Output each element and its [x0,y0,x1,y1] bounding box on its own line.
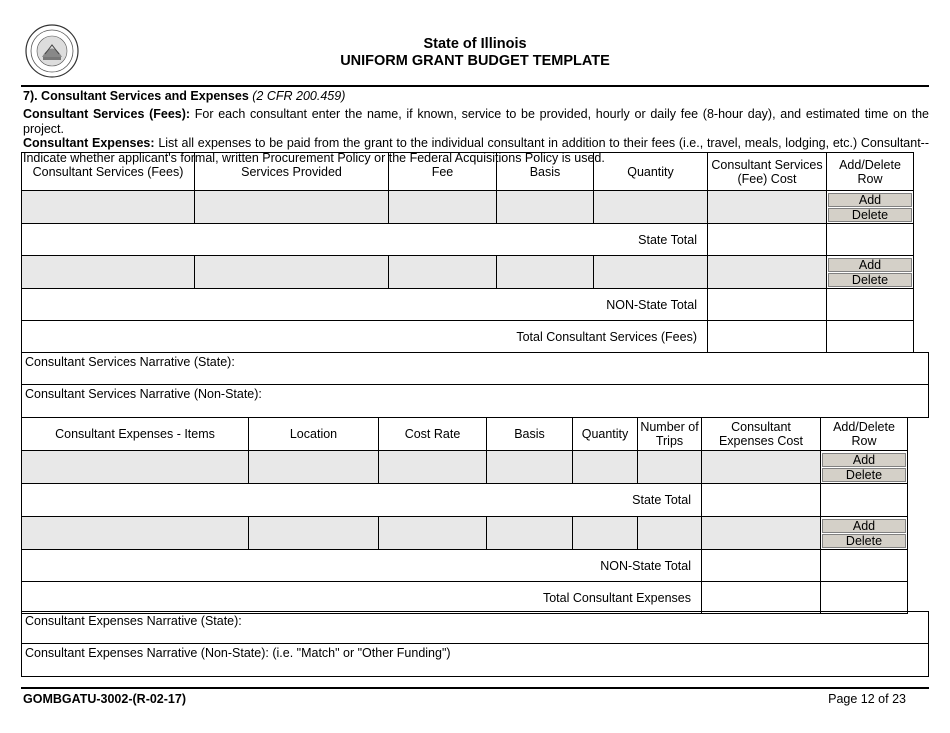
services-grand-total-row [22,321,914,353]
delete-row-button[interactable]: Delete [822,534,906,548]
add-row-button[interactable]: Add [828,193,912,207]
fee-field[interactable] [389,191,497,224]
state-total-label: State Total [22,224,708,256]
number-of-trips-field[interactable] [638,517,702,550]
total-consultant-expenses-label: Total Consultant Expenses [22,582,702,614]
expenses-state-total-row [22,484,908,517]
services-non-state-entry-row [22,256,914,289]
delete-row-button[interactable]: Delete [828,208,912,222]
state-heading: State of Illinois [423,36,527,52]
non-state-total-value [708,289,827,321]
state-total-value [708,224,827,256]
state-total-value [702,484,821,517]
total-consultant-services-label: Total Consultant Services (Fees) [22,321,708,353]
services-instruction-text: For each consultant enter the name, if known, service to be provided, hourly or daily fee (8-hour day), and estimated time on the project. [23,107,929,136]
quantity-field[interactable] [594,191,708,224]
row-actions [827,191,914,224]
footer-divider [21,687,929,689]
header-basis: Basis [497,153,594,191]
add-row-button[interactable]: Add [822,453,906,467]
non-state-total-value [702,550,821,582]
services-header-row [22,153,914,191]
state-total-label: State Total [22,484,702,517]
total-consultant-expenses-value [702,582,821,614]
header-divider [21,85,929,87]
header-consultant-services: Consultant Services (Fees) [22,153,195,191]
header-add-delete-row: Add/Delete Row [827,153,914,191]
expense-item-field[interactable] [22,451,249,484]
basis-field[interactable] [487,451,573,484]
header-quantity: Quantity [573,418,638,451]
add-row-button[interactable]: Add [828,258,912,272]
expenses-narrative-non-state[interactable]: Consultant Expenses Narrative (Non-State): (i.e. "Match" or "Other Funding") [22,644,929,677]
basis-field[interactable] [497,191,594,224]
non-state-total-label: NON-State Total [22,550,702,582]
number-of-trips-field[interactable] [638,451,702,484]
add-row-button[interactable]: Add [822,519,906,533]
basis-field[interactable] [497,256,594,289]
services-non-state-total-row [22,289,914,321]
header-basis: Basis [487,418,573,451]
fee-field[interactable] [389,256,497,289]
services-state-total-row [22,224,914,256]
template-title: UNIFORM GRANT BUDGET TEMPLATE [340,53,610,69]
section-title-text: 7). Consultant Services and Expenses [23,89,249,103]
header-expenses-cost: Consultant Expenses Cost [702,418,821,451]
consultant-name-field[interactable] [22,256,195,289]
expenses-non-state-entry-row [22,517,908,550]
consultant-services-table [21,152,914,353]
services-narratives [21,352,929,418]
expenses-non-state-total-row [22,550,908,582]
header-fee: Fee [389,153,497,191]
fee-cost-field[interactable] [708,256,827,289]
expenses-narrative-state[interactable]: Consultant Expenses Narrative (State): [22,612,929,644]
form-id: GOMBGATU-3002-(R-02-17) [23,692,186,706]
expenses-instruction-label: Consultant Expenses: [23,136,155,150]
header-cost-rate: Cost Rate [379,418,487,451]
total-consultant-services-value [708,321,827,353]
consultant-expenses-table [21,417,908,614]
quantity-field[interactable] [573,517,638,550]
services-state-entry-row [22,191,914,224]
row-actions [821,517,908,550]
basis-field[interactable] [487,517,573,550]
expenses-state-entry-row [22,451,908,484]
header-quantity: Quantity [594,153,708,191]
delete-row-button[interactable]: Delete [822,468,906,482]
delete-row-button[interactable]: Delete [828,273,912,287]
location-field[interactable] [249,451,379,484]
expenses-cost-field[interactable] [702,451,821,484]
header-expense-items: Consultant Expenses - Items [22,418,249,451]
section-title-reference: (2 CFR 200.459) [252,89,346,103]
quantity-field[interactable] [594,256,708,289]
header-location: Location [249,418,379,451]
header-fee-cost: Consultant Services (Fee) Cost [708,153,827,191]
services-instruction-label: Consultant Services (Fees): [23,107,191,121]
consultant-name-field[interactable] [22,191,195,224]
expense-item-field[interactable] [22,517,249,550]
fee-cost-field[interactable] [708,191,827,224]
expenses-grand-total-row [22,582,908,614]
header-services-provided: Services Provided [195,153,389,191]
expenses-narratives [21,611,929,677]
row-actions [827,256,914,289]
expenses-instruction-text: List all expenses to be paid from the grant to the individual consultant in addition to their fees (i.e., travel, meals, lodging, etc.) Consultant--Indicate whether applicant's formal, written Procurement Policy or the Federal Acquisitions Policy is used. [23,136,929,165]
services-narrative-non-state[interactable]: Consultant Services Narrative (Non-State): [22,385,929,418]
expenses-header-row [22,418,908,451]
row-actions [821,451,908,484]
location-field[interactable] [249,517,379,550]
header-number-of-trips: Number of Trips [638,418,702,451]
cost-rate-field[interactable] [379,451,487,484]
cost-rate-field[interactable] [379,517,487,550]
services-provided-field[interactable] [195,256,389,289]
quantity-field[interactable] [573,451,638,484]
expenses-cost-field[interactable] [702,517,821,550]
section-title [23,89,345,103]
services-narrative-state[interactable]: Consultant Services Narrative (State): [22,353,929,385]
non-state-total-label: NON-State Total [22,289,708,321]
header-add-delete-row: Add/Delete Row [821,418,908,451]
services-provided-field[interactable] [195,191,389,224]
page-number: Page 12 of 23 [828,692,906,706]
